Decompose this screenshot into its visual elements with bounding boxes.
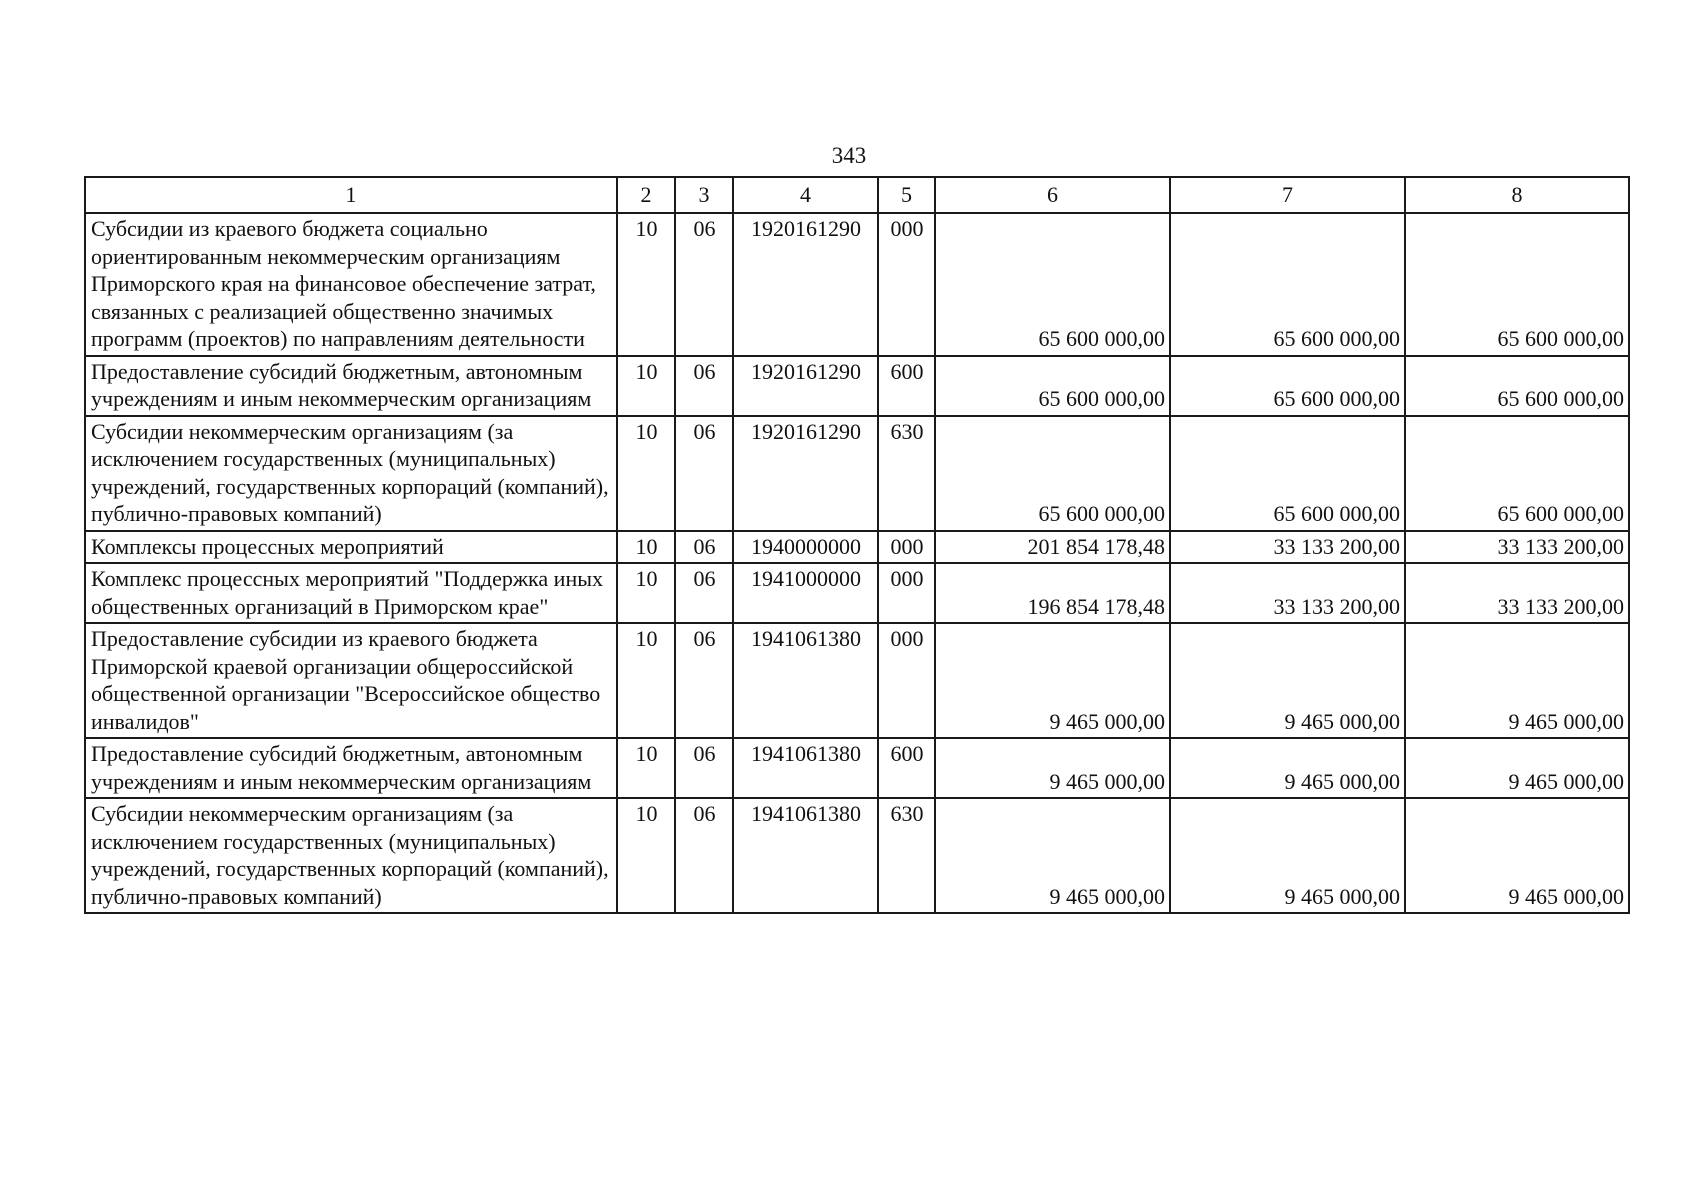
table-row [85,738,1629,798]
amount-cell: 9 465 000,00 [1170,738,1405,798]
section-code-cell: 10 [617,356,675,416]
amount-cell: 65 600 000,00 [935,213,1170,356]
amount-cell: 9 465 000,00 [1170,623,1405,738]
expense-type-cell: 630 [878,416,935,531]
amount-cell: 65 600 000,00 [1170,356,1405,416]
amount-cell: 9 465 000,00 [935,738,1170,798]
section-code-cell: 10 [617,213,675,356]
row-name-cell: Субсидии из краевого бюджета социально ориентированным некоммерческим организациям Приморского края на финансовое обеспечение затрат, связанных с реализацией общественно значимых программ (проектов) по направлениям деятельности [85,213,617,356]
column-header: 7 [1170,177,1405,213]
amount-cell: 65 600 000,00 [1170,213,1405,356]
expense-type-cell: 000 [878,623,935,738]
amount-cell: 33 133 200,00 [1170,531,1405,564]
section-code-cell: 10 [617,623,675,738]
amount-cell: 9 465 000,00 [1405,623,1629,738]
row-name-cell: Предоставление субсидий бюджетным, автономным учреждениям и иным некоммерческим организациям [85,356,617,416]
amount-cell: 33 133 200,00 [1405,563,1629,623]
amount-cell: 65 600 000,00 [1405,213,1629,356]
amount-cell: 65 600 000,00 [1405,356,1629,416]
column-header: 2 [617,177,675,213]
section-code-cell: 10 [617,738,675,798]
subsection-code-cell: 06 [675,798,733,913]
section-code-cell: 10 [617,798,675,913]
amount-cell: 65 600 000,00 [1170,416,1405,531]
amount-cell: 201 854 178,48 [935,531,1170,564]
table-row [85,563,1629,623]
subsection-code-cell: 06 [675,531,733,564]
subsection-code-cell: 06 [675,563,733,623]
column-header: 1 [85,177,617,213]
target-article-cell: 1941061380 [733,798,878,913]
target-article-cell: 1920161290 [733,356,878,416]
section-code-cell: 10 [617,531,675,564]
target-article-cell: 1941061380 [733,623,878,738]
subsection-code-cell: 06 [675,356,733,416]
expense-type-cell: 600 [878,356,935,416]
column-header: 5 [878,177,935,213]
subsection-code-cell: 06 [675,738,733,798]
expense-type-cell: 630 [878,798,935,913]
subsection-code-cell: 06 [675,213,733,356]
column-header: 3 [675,177,733,213]
subsection-code-cell: 06 [675,416,733,531]
expense-type-cell: 600 [878,738,935,798]
row-name-cell: Субсидии некоммерческим организациям (за исключением государственных (муниципальных) учреждений, государственных корпораций (компаний), публично-правовых компаний) [85,416,617,531]
row-name-cell: Субсидии некоммерческим организациям (за исключением государственных (муниципальных) учреждений, государственных корпораций (компаний), публично-правовых компаний) [85,798,617,913]
target-article-cell: 1920161290 [733,416,878,531]
page-number: 343 [831,143,867,168]
target-article-cell: 1941061380 [733,738,878,798]
expense-type-cell: 000 [878,563,935,623]
section-code-cell: 10 [617,416,675,531]
column-header: 6 [935,177,1170,213]
expense-type-cell: 000 [878,213,935,356]
target-article-cell: 1920161290 [733,213,878,356]
table-row [85,531,1629,564]
amount-cell: 65 600 000,00 [935,356,1170,416]
amount-cell: 196 854 178,48 [935,563,1170,623]
column-header: 8 [1405,177,1629,213]
amount-cell: 33 133 200,00 [1405,531,1629,564]
amount-cell: 9 465 000,00 [935,623,1170,738]
expense-type-cell: 000 [878,531,935,564]
table-row [85,213,1629,356]
section-code-cell: 10 [617,563,675,623]
budget-table [84,176,1630,914]
amount-cell: 9 465 000,00 [1170,798,1405,913]
subsection-code-cell: 06 [675,623,733,738]
row-name-cell: Предоставление субсидий бюджетным, автономным учреждениям и иным некоммерческим организациям [85,738,617,798]
target-article-cell: 1941000000 [733,563,878,623]
row-name-cell: Комплексы процессных мероприятий [85,531,617,564]
table-header-row [85,177,1629,213]
table-row [85,623,1629,738]
amount-cell: 9 465 000,00 [935,798,1170,913]
table-row [85,798,1629,913]
amount-cell: 65 600 000,00 [1405,416,1629,531]
row-name-cell: Предоставление субсидии из краевого бюджета Приморской краевой организации общероссийской общественной организации "Всероссийское общество инвалидов" [85,623,617,738]
amount-cell: 65 600 000,00 [935,416,1170,531]
table-row [85,416,1629,531]
amount-cell: 9 465 000,00 [1405,738,1629,798]
table-row [85,356,1629,416]
row-name-cell: Комплекс процессных мероприятий "Поддержка иных общественных организаций в Приморском крае" [85,563,617,623]
amount-cell: 33 133 200,00 [1170,563,1405,623]
amount-cell: 9 465 000,00 [1405,798,1629,913]
target-article-cell: 1940000000 [733,531,878,564]
column-header: 4 [733,177,878,213]
